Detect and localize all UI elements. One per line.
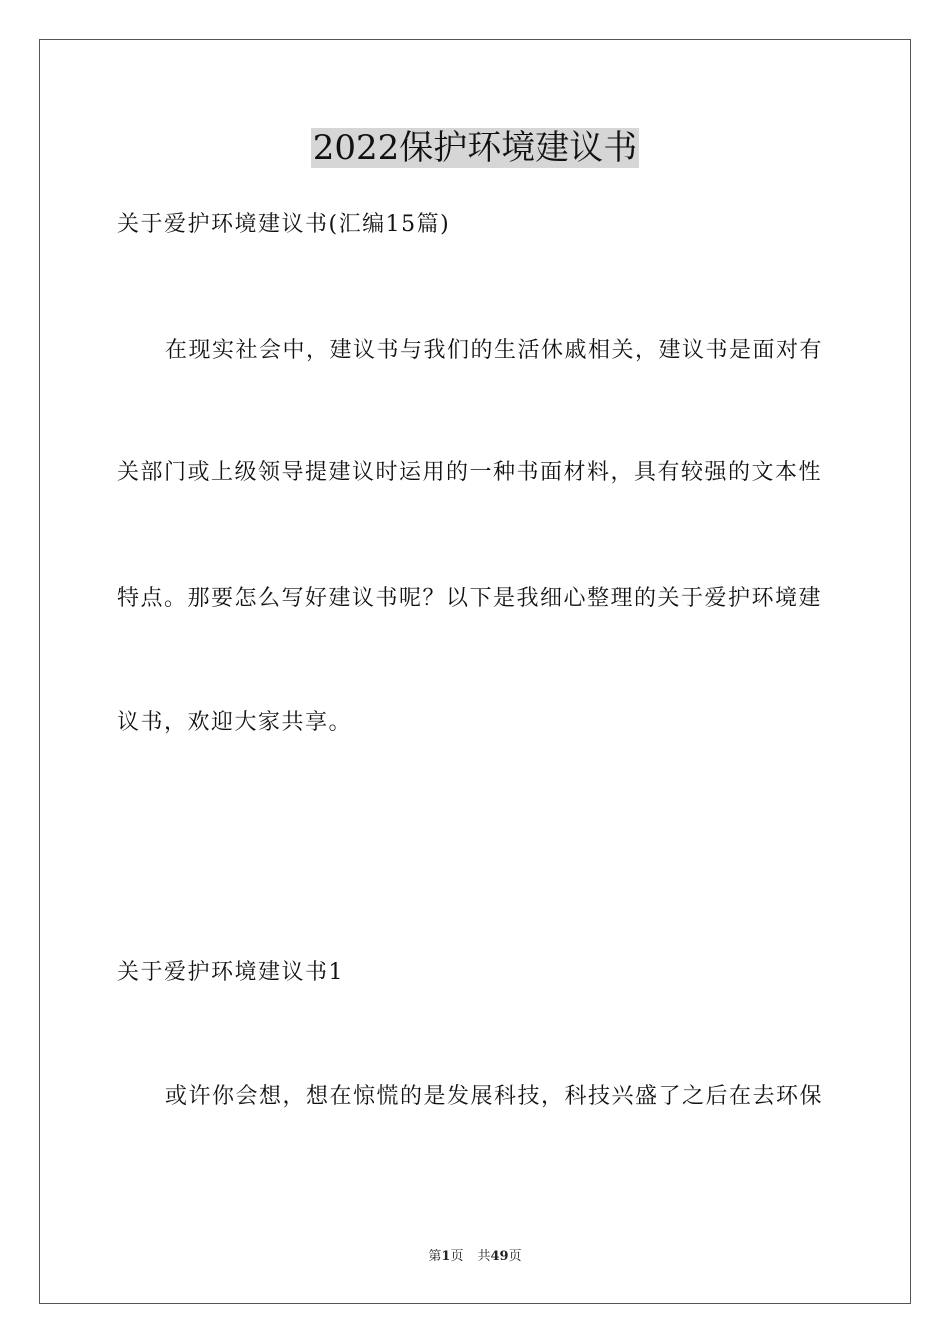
footer-page-suffix: 页 [450, 1249, 464, 1264]
document-subtitle: 关于爱护环境建议书(汇编15篇) [117, 212, 451, 237]
footer-total-pages: 49 [490, 1249, 509, 1264]
document-title-text: 2022保护环境建议书 [312, 128, 638, 168]
intro-line-2: 关部门或上级领导提建议时运用的一种书面材料，具有较强的文本性 [117, 460, 823, 485]
footer-total-prefix: 共 [477, 1249, 491, 1264]
document-title [0, 124, 950, 172]
intro-line-3: 特点。那要怎么写好建议书呢？以下是我细心整理的关于爱护环境建 [117, 586, 823, 611]
footer-total-suffix: 页 [508, 1249, 522, 1264]
page-footer [0, 1248, 950, 1266]
footer-page-number: 1 [441, 1249, 451, 1264]
footer-page-prefix: 第 [428, 1249, 442, 1264]
intro-line-1: 在现实社会中，建议书与我们的生活休戚相关，建议书是面对有 [165, 338, 824, 363]
section-line-1: 或许你会想，想在惊慌的是发展科技，科技兴盛了之后在去环保 [165, 1084, 824, 1109]
section-heading: 关于爱护环境建议书1 [117, 960, 344, 985]
intro-line-4: 议书，欢迎大家共享。 [117, 710, 353, 735]
